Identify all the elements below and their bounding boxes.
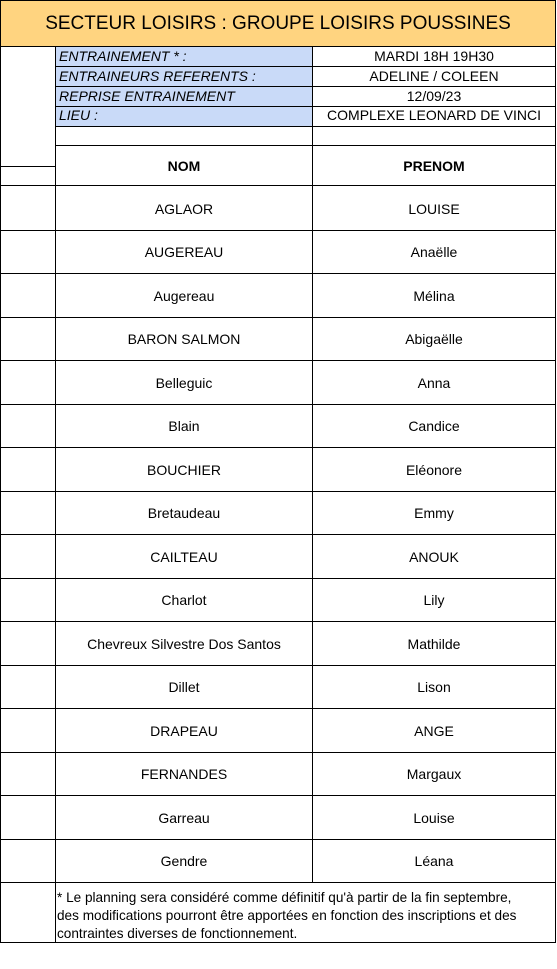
grid-line — [55, 66, 556, 67]
grid-line — [0, 882, 556, 883]
cell-prenom: Mathilde — [407, 635, 461, 652]
grid-line — [0, 665, 556, 666]
cell-prenom: Abigaëlle — [405, 331, 463, 348]
cell-prenom: ANGE — [414, 722, 454, 739]
grid-line — [0, 185, 556, 186]
info-value: ADELINE / COLEEN — [369, 68, 499, 84]
cell-nom: BOUCHIER — [147, 461, 221, 478]
grid-line — [0, 839, 556, 840]
grid-line — [0, 447, 556, 448]
grid-line — [0, 317, 556, 318]
cell-nom: Blain — [168, 418, 200, 435]
grid-line — [0, 230, 556, 231]
cell-nom: CAILTEAU — [150, 548, 218, 565]
grid-line — [0, 491, 556, 492]
cell-prenom: Louise — [413, 809, 455, 826]
grid-line — [55, 47, 56, 943]
cell-nom: Dillet — [168, 679, 200, 696]
grid-line — [0, 795, 556, 796]
cell-prenom: Mélina — [413, 287, 455, 304]
cell-nom: DRAPEAU — [150, 722, 218, 739]
cell-prenom: Léana — [414, 853, 454, 870]
footnote — [55, 889, 555, 943]
grid-line — [0, 404, 556, 405]
cell-nom: Charlot — [161, 592, 207, 609]
grid-line — [55, 86, 556, 87]
cell-prenom: Emmy — [414, 505, 454, 522]
info-label: REPRISE ENTRAINEMENT — [56, 87, 312, 107]
cell-nom: Belleguic — [155, 374, 213, 391]
sheet-title: SECTEUR LOISIRS : GROUPE LOISIRS POUSSINES — [0, 0, 556, 47]
grid-line — [0, 942, 56, 943]
grid-line — [555, 47, 556, 943]
column-header-prenom: PRENOM — [403, 158, 465, 174]
cell-nom: Bretaudeau — [147, 505, 221, 522]
grid-line — [0, 621, 556, 622]
footnote-line-3: contraintes diverses de fonctionnement. — [57, 926, 298, 941]
info-value: COMPLEXE LEONARD DE VINCI — [327, 107, 541, 123]
footnote-line-2: des modifications pourront être apportées en fonction des inscriptions et des — [57, 908, 517, 923]
info-value: 12/09/23 — [406, 88, 462, 104]
cell-nom: BARON SALMON — [127, 331, 241, 348]
info-label: ENTRAINEMENT * : — [56, 47, 312, 67]
grid-line — [0, 360, 556, 361]
cell-nom: AGLAOR — [154, 200, 214, 217]
cell-nom: AUGEREAU — [144, 244, 224, 261]
grid-line — [0, 47, 1, 943]
cell-prenom: Lison — [417, 679, 451, 696]
grid-line — [0, 708, 556, 709]
info-label: LIEU : — [56, 106, 312, 126]
cell-nom: FERNANDES — [140, 766, 228, 783]
grid-line — [0, 166, 55, 167]
cell-prenom: Candice — [408, 418, 460, 435]
cell-nom: Augereau — [153, 287, 215, 304]
grid-line — [55, 126, 556, 127]
cell-prenom: ANOUK — [409, 548, 459, 565]
grid-line — [0, 534, 556, 535]
grid-line — [312, 47, 313, 883]
info-label: ENTRAINEURS REFERENTS : — [56, 67, 312, 87]
grid-line — [55, 106, 556, 107]
cell-prenom: LOUISE — [408, 200, 460, 217]
cell-prenom: Anna — [417, 374, 451, 391]
column-header-nom: NOM — [167, 158, 201, 174]
grid-line — [55, 942, 556, 943]
cell-prenom: Margaux — [406, 766, 462, 783]
footnote-line-1: * Le planning sera considéré comme définitif qu'à partir de la fin septembre, — [57, 890, 512, 905]
cell-nom: Garreau — [158, 809, 210, 826]
grid-line — [0, 752, 556, 753]
cell-prenom: Anaëlle — [410, 244, 458, 261]
grid-line — [55, 145, 556, 146]
grid-line — [0, 273, 556, 274]
cell-prenom: Lily — [423, 592, 445, 609]
cell-nom: Chevreux Silvestre Dos Santos — [87, 635, 281, 652]
cell-prenom: Eléonore — [405, 461, 463, 478]
info-value: MARDI 18H 19H30 — [374, 48, 494, 64]
grid-line — [0, 578, 556, 579]
cell-nom: Gendre — [160, 853, 208, 870]
